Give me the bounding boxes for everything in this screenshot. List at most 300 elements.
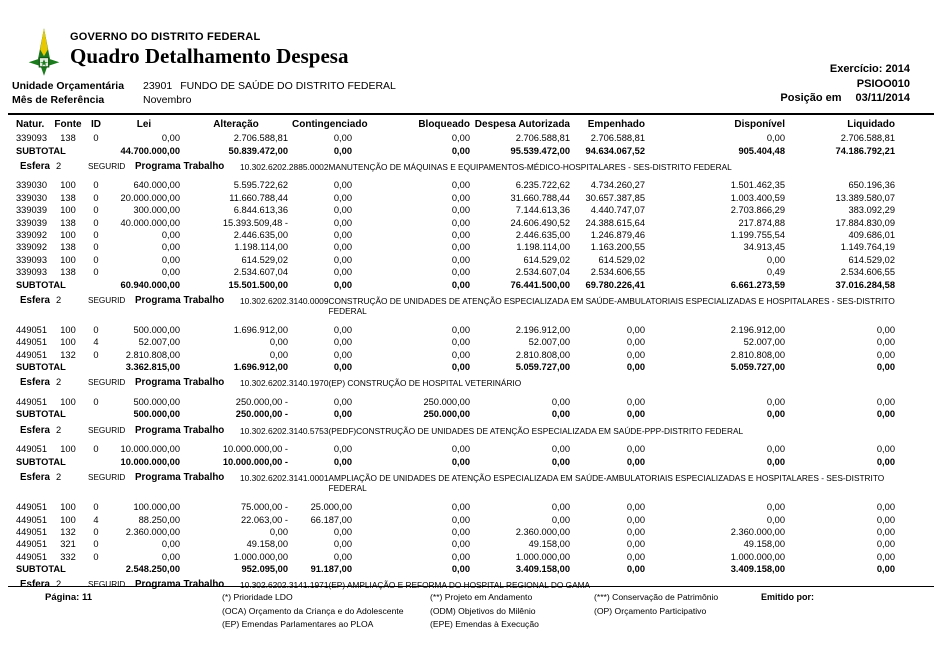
value-cell: 49.158,00 [743, 539, 785, 550]
table-row [14, 254, 897, 266]
value-cell: 640.000,00 [133, 180, 180, 191]
column-header: Disponível [734, 119, 785, 130]
esfera-content [16, 295, 895, 317]
value-cell: 0,00 [626, 502, 645, 513]
value-cell: 49.158,00 [246, 539, 288, 550]
value-cell: 0,00 [766, 254, 785, 265]
esfera-regime: SEGURID [88, 580, 126, 590]
fonte-cell: 100 [60, 397, 76, 408]
exercicio-label: Exercício: [829, 63, 883, 75]
subtotal-value-cell: 69.780.226,41 [585, 279, 645, 290]
id-cell: 4 [93, 514, 99, 525]
value-cell: 1.199.755,54 [730, 230, 785, 241]
value-cell: 0,00 [451, 514, 470, 525]
value-cell: 40.000.000,00 [120, 217, 180, 228]
id-cell: 0 [93, 180, 99, 191]
value-cell: 2.446.635,00 [515, 230, 570, 241]
subtotal-value-cell: 0,00 [626, 564, 645, 575]
subtotal-label: SUBTOTAL [16, 279, 66, 290]
id-cell: 0 [93, 502, 99, 513]
esfera-cell [14, 373, 897, 396]
value-cell: 0,00 [161, 230, 180, 241]
esfera-label: Esfera [20, 160, 50, 172]
value-cell: 0,00 [451, 337, 470, 348]
value-cell: 0,00 [333, 254, 352, 265]
value-cell: 0,00 [333, 133, 352, 144]
natureza-cell: 449051 [16, 337, 48, 348]
programa-trabalho-descricao: (EP) AMPLIAÇÃO E REFORMA DO HOSPITAL REGIONAL DO GAMA [328, 580, 591, 591]
natureza-cell: 339093 [16, 267, 48, 278]
value-cell: 2.706.588,81 [233, 133, 288, 144]
value-cell: 2.706.588,81 [840, 133, 895, 144]
gdf-logo-icon [27, 27, 61, 77]
fonte-cell: 100 [60, 502, 76, 513]
value-cell: 0,00 [451, 444, 470, 455]
value-cell: 0,00 [333, 192, 352, 203]
subtotal-value-cell: 0,00 [451, 456, 470, 467]
natureza-cell: 449051 [16, 539, 48, 550]
subtotal-value-cell: 5.059.727,00 [730, 362, 785, 373]
value-cell: 0,00 [451, 349, 470, 360]
subtotal-value-cell: 905.404,48 [738, 145, 785, 156]
footer-divider [8, 586, 934, 587]
subtotal-value-cell: 76.441.500,00 [510, 279, 570, 290]
org-name: GOVERNO DO DISTRITO FEDERAL [70, 31, 261, 43]
value-cell: 24.388.615,64 [585, 217, 645, 228]
fonte-cell: 100 [60, 324, 76, 335]
report-code: PSIOO010 [856, 77, 910, 90]
subtotal-value-cell: 6.661.273,59 [730, 279, 785, 290]
table-row [14, 241, 897, 253]
expense-table [14, 118, 897, 598]
esfera-row [14, 373, 897, 396]
value-cell: 0,00 [161, 133, 180, 144]
id-cell: 0 [93, 551, 99, 562]
esfera-regime: SEGURID [88, 295, 126, 305]
natureza-cell: 449051 [16, 397, 48, 408]
subtotal-label: SUBTOTAL [16, 362, 66, 373]
subtotal-value-cell: 0,00 [451, 362, 470, 373]
value-cell: 0,00 [333, 444, 352, 455]
value-cell: 0,00 [766, 397, 785, 408]
esfera-label: Esfera [20, 294, 50, 306]
value-cell: 2.534.606,55 [590, 267, 645, 278]
value-cell: 614.529,02 [523, 254, 570, 265]
fonte-cell: 321 [60, 539, 76, 550]
esfera-value: 2 [56, 377, 62, 388]
id-cell: 0 [93, 324, 99, 335]
value-cell: 31.660.788,44 [510, 192, 570, 203]
value-cell: 6.235.722,62 [515, 180, 570, 191]
subtotal-value-cell: 44.700.000,00 [120, 145, 180, 156]
value-cell: 614.529,02 [848, 254, 895, 265]
value-cell: 1.000.000,00 [515, 551, 570, 562]
natureza-cell: 339030 [16, 180, 48, 191]
legend-item: (***) Conservação de Patrimônio [594, 592, 719, 602]
column-header: Lei [136, 119, 152, 130]
fonte-cell: 132 [60, 526, 76, 537]
unidade-label: Unidade Orçamentária [12, 80, 125, 92]
value-cell: 1.003.400,59 [730, 192, 785, 203]
subtotal-row [14, 456, 897, 468]
subtotal-value-cell: 250.000,00 - [235, 409, 288, 420]
value-cell: 500.000,00 [133, 397, 180, 408]
subtotal-value-cell: 37.016.284,58 [835, 279, 895, 290]
value-cell: 1.246.879,46 [590, 230, 645, 241]
value-cell: 0,00 [626, 337, 645, 348]
table-row [14, 349, 897, 361]
table-row [14, 229, 897, 241]
fonte-cell: 138 [60, 242, 76, 253]
subtotal-value-cell: 0,00 [876, 362, 895, 373]
value-cell: 0,00 [161, 254, 180, 265]
value-cell: 25.000,00 [310, 502, 352, 513]
value-cell: 0,00 [876, 349, 895, 360]
table-row [14, 266, 897, 278]
esfera-regime: SEGURID [88, 425, 126, 435]
posicao-value: 03/11/2014 [855, 92, 910, 104]
esfera-regime: SEGURID [88, 472, 126, 482]
value-cell: 0,00 [451, 192, 470, 203]
table-row [14, 526, 897, 538]
fonte-cell: 332 [60, 551, 76, 562]
natureza-cell: 449051 [16, 514, 48, 525]
fonte-cell: 138 [60, 133, 76, 144]
fonte-cell: 100 [60, 337, 76, 348]
id-cell: 0 [93, 539, 99, 550]
column-header: Contingenciado [292, 119, 368, 130]
column-header: Empenhado [587, 119, 645, 130]
value-cell: 250.000,00 [423, 397, 470, 408]
subtotal-value-cell: 500.000,00 [133, 409, 180, 420]
legend-item: (OCA) Orçamento da Criança e do Adolescente [222, 605, 404, 616]
table-header [14, 118, 897, 132]
value-cell: 17.884.830,09 [835, 217, 895, 228]
value-cell: 0,00 [333, 324, 352, 335]
value-cell: 0,00 [876, 514, 895, 525]
natureza-cell: 449051 [16, 324, 48, 335]
table-row [14, 216, 897, 228]
value-cell: 650.196,36 [848, 180, 895, 191]
value-cell: 6.844.613,36 [233, 205, 288, 216]
fonte-cell: 100 [60, 205, 76, 216]
mes-value: Novembro [143, 94, 192, 106]
fonte-cell: 100 [60, 254, 76, 265]
value-cell: 49.158,00 [528, 539, 570, 550]
subtotal-value-cell: 0,00 [626, 362, 645, 373]
programa-trabalho-label: Programa Trabalho [135, 471, 225, 483]
column-header: Alteração [213, 119, 259, 130]
value-cell: 0,00 [766, 444, 785, 455]
value-cell: 2.810.808,00 [125, 349, 180, 360]
value-cell: 10.000.000,00 - [222, 444, 288, 455]
unidade-row [12, 80, 396, 92]
esfera-content [16, 425, 895, 437]
programa-trabalho-code: 10.302.6202.3140.1970 [240, 378, 329, 389]
subtotal-value-cell: 0,00 [333, 145, 352, 156]
esfera-value: 2 [56, 579, 62, 590]
subtotal-value-cell: 0,00 [766, 456, 785, 467]
programa-trabalho-descricao: MANUTENÇÃO DE MÁQUINAS E EQUIPAMENTOS-MÉDICO-HOSPITALARES - SES-DISTRITO FEDERAL [328, 161, 732, 172]
subtotal-value-cell: 0,00 [333, 362, 352, 373]
subtotal-value-cell: 60.940.000,00 [120, 279, 180, 290]
value-cell: 0,00 [451, 242, 470, 253]
programa-trabalho-label: Programa Trabalho [135, 294, 225, 306]
esfera-value: 2 [56, 424, 62, 435]
subtotal-value-cell: 0,00 [333, 279, 352, 290]
value-cell: 0,00 [876, 337, 895, 348]
value-cell: 300.000,00 [133, 205, 180, 216]
value-cell: 500.000,00 [133, 324, 180, 335]
subtotal-value-cell: 0,00 [451, 564, 470, 575]
programa-trabalho-code: 10.302.6202.3141.1971 [240, 580, 329, 591]
subtotal-value-cell: 50.839.472,00 [228, 145, 288, 156]
value-cell: 0,00 [333, 205, 352, 216]
natureza-cell: 339030 [16, 192, 48, 203]
esfera-cell [14, 468, 897, 501]
value-cell: 0,00 [333, 180, 352, 191]
value-cell: 0,00 [161, 539, 180, 550]
legend-item: (OP) Orçamento Participativo [594, 605, 707, 616]
value-cell: 2.810.808,00 [515, 349, 570, 360]
subtotal-value-cell: 0,00 [876, 409, 895, 420]
value-cell: 217.874,88 [738, 217, 785, 228]
value-cell: 1.000.000,00 [730, 551, 785, 562]
subtotal-value-cell: 3.409.158,00 [730, 564, 785, 575]
column-header: Natur. [16, 119, 45, 130]
programa-trabalho-label: Programa Trabalho [135, 579, 225, 591]
id-cell: 0 [93, 217, 99, 228]
header-divider [8, 113, 934, 115]
value-cell: 22.063,00 - [240, 514, 288, 525]
esfera-content [16, 161, 895, 173]
id-cell: 0 [93, 230, 99, 241]
subtotal-value-cell: 10.000.000,00 [120, 456, 180, 467]
value-cell: 0,00 [333, 526, 352, 537]
value-cell: 1.198.114,00 [234, 242, 288, 253]
value-cell: 0,00 [451, 502, 470, 513]
value-cell: 0,00 [766, 133, 785, 144]
id-cell: 4 [93, 337, 99, 348]
id-cell: 0 [93, 397, 99, 408]
column-header: Liquidado [847, 119, 895, 130]
value-cell: 2.360.000,00 [730, 526, 785, 537]
value-cell: 614.529,02 [598, 254, 645, 265]
natureza-cell: 339092 [16, 242, 48, 253]
value-cell: 2.706.588,81 [590, 133, 645, 144]
page-title: Quadro Detalhamento Despesa [70, 44, 349, 68]
value-cell: 2.534.607,04 [233, 267, 288, 278]
esfera-content [16, 472, 895, 494]
value-cell: 88.250,00 [138, 514, 180, 525]
table-row [14, 538, 897, 550]
value-cell: 0,00 [333, 267, 352, 278]
subtotal-row [14, 144, 897, 156]
legend-item: (EP) Emendas Parlamentares ao PLOA [222, 619, 374, 629]
value-cell: 0,00 [626, 526, 645, 537]
value-cell: 34.913,45 [743, 242, 785, 253]
page-number-value: 11 [81, 592, 92, 603]
value-cell: 2.534.606,55 [840, 267, 895, 278]
id-cell: 0 [93, 133, 99, 144]
subtotal-value-cell: 1.696.912,00 [233, 362, 288, 373]
column-header: Bloqueado [418, 119, 470, 130]
esfera-label: Esfera [20, 579, 50, 591]
value-cell: 0,00 [626, 539, 645, 550]
natureza-cell: 449051 [16, 502, 48, 513]
header-meta [780, 62, 910, 106]
table-row [14, 443, 897, 455]
value-cell: 20.000.000,00 [120, 192, 180, 203]
legend-column-2 [430, 591, 539, 632]
table-row [14, 501, 897, 513]
value-cell: 0,00 [551, 444, 570, 455]
mes-row [12, 94, 191, 106]
value-cell: 1.198.114,00 [516, 242, 570, 253]
value-cell: 7.144.613,36 [515, 205, 570, 216]
value-cell: 24.606.490,52 [510, 217, 570, 228]
esfera-value: 2 [56, 294, 62, 305]
value-cell: 0,00 [626, 349, 645, 360]
subtotal-row [14, 408, 897, 420]
table-row [14, 192, 897, 204]
legend-column-3 [594, 591, 718, 618]
value-cell: 0,00 [161, 267, 180, 278]
unidade-name: FUNDO DE SAÚDE DO DISTRITO FEDERAL [180, 80, 396, 92]
programa-trabalho-label: Programa Trabalho [135, 160, 225, 172]
legend-item: (ODM) Objetivos do Milênio [430, 605, 536, 616]
page-number-label: Página: [45, 592, 80, 603]
natureza-cell: 339039 [16, 205, 48, 216]
natureza-cell: 339093 [16, 254, 48, 265]
value-cell: 0,00 [551, 502, 570, 513]
value-cell: 4.734.260,27 [590, 180, 645, 191]
value-cell: 5.595.722,62 [233, 180, 288, 191]
value-cell: 52.007,00 [528, 337, 570, 348]
fonte-cell: 100 [60, 230, 76, 241]
value-cell: 2.196.912,00 [730, 324, 785, 335]
page-number [45, 592, 92, 603]
value-cell: 0,00 [269, 526, 288, 537]
fonte-cell: 132 [60, 349, 76, 360]
subtotal-value-cell: 0,00 [766, 409, 785, 420]
table-row [14, 179, 897, 191]
subtotal-value-cell: 0,00 [626, 409, 645, 420]
esfera-value: 2 [56, 160, 62, 171]
exercicio-value: 2014 [885, 63, 910, 75]
subtotal-value-cell: 3.409.158,00 [515, 564, 570, 575]
value-cell: 0,00 [876, 526, 895, 537]
id-cell: 0 [93, 242, 99, 253]
programa-trabalho-code: 10.302.6202.3140.0009 [240, 295, 329, 306]
legend-column-1 [222, 591, 404, 632]
value-cell: 383.092,29 [848, 205, 895, 216]
id-cell: 0 [93, 267, 99, 278]
fonte-cell: 100 [60, 514, 76, 525]
subtotal-label: SUBTOTAL [16, 564, 66, 575]
id-cell: 0 [93, 526, 99, 537]
programa-trabalho-descricao: (PEDF)CONSTRUÇÃO DE UNIDADES DE ATENÇÃO ESPECIALIZADA EM SAÚDE-PPP-DISTRITO FEDERAL [328, 425, 744, 436]
esfera-row [14, 157, 897, 180]
esfera-cell [14, 421, 897, 444]
esfera-label: Esfera [20, 424, 50, 436]
value-cell: 13.389.580,07 [835, 192, 895, 203]
esfera-regime: SEGURID [88, 378, 126, 388]
value-cell: 0,00 [333, 242, 352, 253]
value-cell: 0,00 [333, 337, 352, 348]
natureza-cell: 449051 [16, 349, 48, 360]
subtotal-value-cell: 2.548.250,00 [125, 564, 180, 575]
value-cell: 2.446.635,00 [233, 230, 288, 241]
value-cell: 0,00 [876, 324, 895, 335]
table-row [14, 204, 897, 216]
table-row [14, 513, 897, 525]
value-cell: 2.703.866,29 [730, 205, 785, 216]
value-cell: 250.000,00 - [235, 397, 288, 408]
subtotal-value-cell: 94.634.067,52 [585, 145, 645, 156]
value-cell: 2.360.000,00 [515, 526, 570, 537]
esfera-row [14, 468, 897, 501]
value-cell: 30.657.387,85 [585, 192, 645, 203]
subtotal-row [14, 278, 897, 290]
value-cell: 1.149.764,19 [840, 242, 895, 253]
fonte-cell: 100 [60, 180, 76, 191]
mes-label: Mês de Referência [12, 94, 105, 106]
value-cell: 1.000.000,00 [233, 551, 288, 562]
programa-trabalho-code: 10.302.6202.3141.0001 [240, 472, 329, 483]
value-cell: 0,00 [876, 397, 895, 408]
subtotal-value-cell: 95.539.472,00 [510, 145, 570, 156]
value-cell: 0,00 [333, 397, 352, 408]
id-cell: 0 [93, 349, 99, 360]
value-cell: 0,00 [626, 551, 645, 562]
value-cell: 0,00 [626, 514, 645, 525]
value-cell: 1.696.912,00 [233, 324, 288, 335]
subtotal-value-cell: 0,00 [451, 279, 470, 290]
subtotal-value-cell: 0,00 [333, 409, 352, 420]
id-cell: 0 [93, 205, 99, 216]
table-row [14, 324, 897, 336]
subtotal-row [14, 563, 897, 575]
value-cell: 75.000,00 - [240, 502, 288, 513]
esfera-cell [14, 157, 897, 180]
value-cell: 409.686,01 [848, 230, 895, 241]
esfera-row [14, 421, 897, 444]
value-cell: 0,00 [451, 180, 470, 191]
value-cell: 0,00 [451, 133, 470, 144]
value-cell: 0,00 [551, 397, 570, 408]
subtotal-label: SUBTOTAL [16, 145, 66, 156]
posicao-line [780, 91, 910, 106]
value-cell: 2.810.808,00 [730, 349, 785, 360]
posicao-label: Posição em [780, 92, 842, 104]
subtotal-value-cell: 0,00 [876, 456, 895, 467]
value-cell: 0,00 [333, 230, 352, 241]
table-row [14, 132, 897, 144]
value-cell: 66.187,00 [310, 514, 352, 525]
natureza-cell: 339039 [16, 217, 48, 228]
value-cell: 2.196.912,00 [515, 324, 570, 335]
value-cell: 0,00 [626, 324, 645, 335]
esfera-label: Esfera [20, 377, 50, 389]
emitido-por-label: Emitido por: [761, 592, 814, 602]
subtotal-value-cell: 0,00 [333, 456, 352, 467]
subtotal-label: SUBTOTAL [16, 409, 66, 420]
subtotal-value-cell: 10.000.000,00 - [222, 456, 288, 467]
subtotal-value-cell: 74.186.792,21 [835, 145, 895, 156]
value-cell: 100.000,00 [133, 502, 180, 513]
programa-trabalho-code: 10.302.6202.2885.0002 [240, 161, 329, 172]
